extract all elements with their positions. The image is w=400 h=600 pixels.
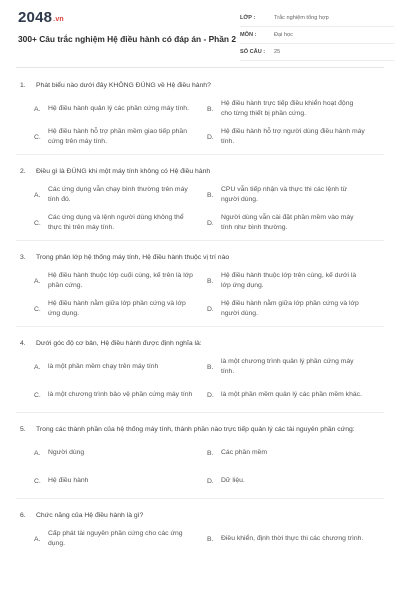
option-text: Các phần mềm [221, 449, 268, 456]
question-body: Điều gì là ĐÚNG khi một máy tính không có Hệ điều hành [36, 168, 211, 175]
option-letter: D. [207, 133, 214, 141]
option-text: Hệ điều hành nằm giữa lớp phần cứng và lớp người dùng. [221, 300, 359, 317]
question-2 [16, 164, 384, 241]
option-c[interactable] [34, 296, 197, 322]
divider [16, 240, 384, 241]
question-text [16, 422, 384, 440]
divider [16, 154, 384, 155]
question-number: 1. [20, 82, 26, 89]
option-text: là một phần mềm quản lý các phần mềm khác. [221, 391, 362, 398]
question-body: Dưới góc độ cơ bản, Hệ điều hành được định nghĩa là: [36, 340, 202, 347]
option-letter: A. [34, 449, 41, 457]
option-text: Hệ điều hành quản lý các phần cứng máy tính. [48, 105, 189, 112]
option-text: Cấp phát tài nguyên phần cứng cho các ứng dụng. [48, 530, 183, 547]
question-text [16, 336, 384, 354]
option-letter: A. [34, 363, 41, 371]
option-text: Dữ liệu. [221, 477, 245, 484]
question-text [16, 164, 384, 182]
option-letter: A. [34, 535, 41, 543]
option-a[interactable] [34, 182, 197, 208]
option-c[interactable] [34, 468, 197, 494]
meta-subject-value: Đại học [274, 32, 293, 38]
option-letter: C. [34, 305, 41, 313]
option-text: Điều khiển, định thời thực thi các chương trình. [221, 535, 364, 542]
option-d[interactable] [207, 124, 370, 150]
option-c[interactable] [34, 382, 197, 408]
option-letter: B. [207, 535, 214, 543]
option-a[interactable] [34, 354, 197, 380]
option-letter: B. [207, 449, 214, 457]
question-1 [16, 78, 384, 155]
question-number: 5. [20, 426, 26, 433]
meta-count-label: SỐ CÂU : [240, 49, 266, 55]
option-list [16, 440, 384, 494]
option-text: Hệ điều hành hỗ trợ người dùng điều hành máy tính. [221, 128, 365, 145]
question-number: 2. [20, 168, 26, 175]
question-6 [16, 508, 384, 552]
option-d[interactable] [207, 210, 370, 236]
question-3 [16, 250, 384, 327]
option-letter: D. [207, 219, 214, 227]
option-a[interactable] [34, 526, 197, 552]
option-letter: D. [207, 391, 214, 399]
question-number: 6. [20, 512, 26, 519]
option-letter: D. [207, 305, 214, 313]
question-text [16, 250, 384, 268]
option-text: Hệ điều hành [48, 477, 89, 484]
question-number: 4. [20, 340, 26, 347]
question-text [16, 508, 384, 526]
option-letter: C. [34, 391, 41, 399]
option-b[interactable] [207, 440, 370, 466]
option-b[interactable] [207, 96, 370, 122]
option-letter: A. [34, 191, 41, 199]
option-letter: B. [207, 277, 214, 285]
option-a[interactable] [34, 96, 197, 122]
question-text [16, 78, 384, 96]
meta-class-row [240, 10, 394, 27]
header [16, 0, 384, 68]
option-letter: C. [34, 477, 41, 485]
meta-count-row [240, 44, 394, 61]
option-list [16, 96, 384, 150]
option-text: CPU vẫn tiếp nhận và thực thi các lệnh từ người dùng. [221, 186, 348, 203]
option-text: Hệ điều hành trực tiếp điều khiển hoạt động cho từng thiết bị phần cứng. [221, 100, 354, 117]
option-text: là một chương trình quản lý phần cứng máy tính. [221, 358, 354, 375]
option-text: Người dùng [48, 449, 85, 456]
question-body: Trong phân lớp hệ thống máy tính, Hệ điều hành thuộc vị trí nào [36, 254, 230, 261]
site-logo[interactable]: 2048.vn [18, 9, 64, 26]
option-list [16, 354, 384, 408]
page-title: 300+ Câu trắc nghiệm Hệ điều hành có đáp án - Phần 2 [18, 34, 237, 44]
option-text: Người dùng vẫn cài đặt phần mềm vào máy tính như bình thường. [221, 214, 354, 231]
divider [16, 412, 384, 413]
option-d[interactable] [207, 468, 370, 494]
option-letter: B. [207, 191, 214, 199]
option-letter: B. [207, 105, 214, 113]
question-number: 3. [20, 254, 26, 261]
option-b[interactable] [207, 268, 370, 294]
option-letter: B. [207, 363, 214, 371]
option-letter: A. [34, 105, 41, 113]
meta-subject-label: MÔN : [240, 32, 257, 38]
option-b[interactable] [207, 182, 370, 208]
option-text: Các ứng dụng và lệnh người dùng không thể thực thi trên máy tính. [48, 214, 184, 231]
option-list [16, 526, 384, 552]
divider [16, 498, 384, 499]
question-list [16, 68, 384, 552]
option-a[interactable] [34, 268, 197, 294]
option-b[interactable] [207, 354, 370, 380]
option-text: là một chương trình bảo vệ phần cứng máy tính [48, 391, 193, 398]
option-letter: D. [207, 477, 214, 485]
option-c[interactable] [34, 124, 197, 150]
divider [16, 326, 384, 327]
option-list [16, 268, 384, 322]
option-c[interactable] [34, 210, 197, 236]
meta-class-label: LỚP : [240, 15, 256, 21]
option-letter: A. [34, 277, 41, 285]
question-body: Trong các thành phần của hệ thống máy tính, thành phần nào trực tiếp quản lý các tài nguyên phần cứng: [36, 426, 355, 433]
option-text: Hệ điều hành thuộc lớp cuối cùng, kế trên là lớp phần cứng. [48, 272, 193, 289]
question-body: Chức năng của Hệ điều hành là gì? [36, 512, 144, 519]
option-d[interactable] [207, 382, 370, 408]
option-a[interactable] [34, 440, 197, 466]
meta-info [240, 10, 394, 61]
option-letter: C. [34, 219, 41, 227]
option-letter: C. [34, 133, 41, 141]
meta-class-value: Trắc nghiệm tổng hợp [274, 15, 329, 21]
question-4 [16, 336, 384, 413]
question-body: Phát biểu nào dưới đây KHÔNG ĐÚNG về Hệ điều hành? [36, 82, 211, 89]
option-text: Hệ điều hành hỗ trợ phần mềm giao tiếp phần cứng trên máy tính. [48, 128, 187, 145]
option-d[interactable] [207, 296, 370, 322]
question-5 [16, 422, 384, 499]
meta-count-value: 25 [274, 49, 281, 55]
option-list [16, 182, 384, 236]
option-text: là một phần mềm chạy trên máy tính [48, 363, 159, 370]
option-b[interactable] [207, 526, 370, 552]
meta-subject-row [240, 27, 394, 44]
option-text: Các ứng dụng vẫn chạy bình thường trên máy tính đó. [48, 186, 188, 203]
option-text: Hệ điều hành nằm giữa lớp phần cứng và lớp ứng dụng. [48, 300, 186, 317]
option-text: Hệ điều hành thuộc lớp trên cùng, kế dưới là lớp ứng dụng. [221, 272, 357, 289]
